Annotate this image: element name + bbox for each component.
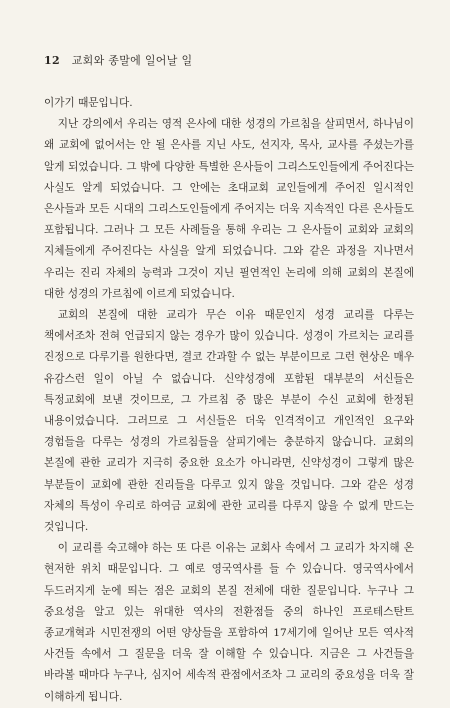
paragraph: 이 교리를 숙고해야 하는 또 다른 이유는 교회사 속에서 그 교리가 차지해 온 현저한 위치 때문입니다. 그 예로 영국역사를 들 수 있습니다. 영국역사에서 두드러지게 눈에 띄는 점은 교회의 본질 전체에 대한 질문입니다. 누구나 그 중요성을 알고 있는 위대한 역사의 전환점들 중의 하나인 프로테스탄트 종교개혁과 시민전쟁의 어떤 양상들을 포함하여 17세기에 일어난 모든 역사적 사건들 속에서 그 질문을 더욱 잘 이해할 수 있습니다. 지금은 그 사건들을 바라볼 때마다 누구나, 심지어 세속적 관점에서조차 그 교리의 중요성을 더욱 잘 이해하게 됩니다. xyxy=(44,542,414,703)
page-number: 12 xyxy=(44,54,60,67)
body-text xyxy=(44,93,414,708)
paragraph-continuation: 이가기 때문입니다. xyxy=(44,97,133,109)
paragraph: 교회의 본질에 대한 교리가 무슨 이유 때문인지 성경 교리를 다루는 책에서조차 전혀 언급되지 않는 경우가 많이 있습니다. 성경이 가르치는 교리를 진정으로 다루기를 원한다면, 결코 간과할 수 없는 부분이므로 그런 현상은 매우 유감스런 일이 아닐 수 없습니다. 신약성경에 포함된 대부분의 서신들은 특정교회에 보낸 것이므로, 그 가르침 중 많은 부분이 수신 교회에 한정된 내용이었습니다. 그러므로 그 서신들은 더욱 인격적이고 개인적인 요구와 경험들을 다루는 성경의 가르침들을 살피기에는 충분하지 않습니다. 교회의 본질에 관한 교리가 지극히 중요한 요소가 아니라면, 신약성경이 그렇게 많은 부분들이 교회에 관한 진리들을 다루고 있지 않을 것입니다. 그와 같은 성경 자체의 특성이 우리로 하여금 교회에 관한 교리를 다루지 않을 수 없게 만드는 것입니다. xyxy=(44,309,414,534)
paragraph: 지난 강의에서 우리는 영적 은사에 대한 성경의 가르침을 살피면서, 하나님이 왜 교회에 없어서는 안 될 은사를 지닌 사도, 선지자, 목사, 교사를 주셨는가를 알게 되었습니다. 그 밖에 다양한 특별한 은사들이 그리스도인들에게 주어진다는 사실도 알게 되었습니다. 그 안에는 초대교회 교인들에게 주어진 일시적인 은사들과 모든 시대의 그리스도인들에게 주어지는 더욱 지속적인 다른 은사들도 포함됩니다. 그러나 그 모든 사례들을 통해 우리는 그 은사들이 교회와 교회의 지체들에게 주어진다는 사실을 알게 되었습니다. 그와 같은 과정을 지나면서 우리는 진리 자체의 능력과 그것이 지닌 필연적인 논리에 의해 교회의 본질에 대한 성경의 가르침에 이르게 되었습니다. xyxy=(44,118,414,300)
running-header xyxy=(44,52,192,68)
header-title: 교회와 종말에 일어날 일 xyxy=(71,54,193,67)
